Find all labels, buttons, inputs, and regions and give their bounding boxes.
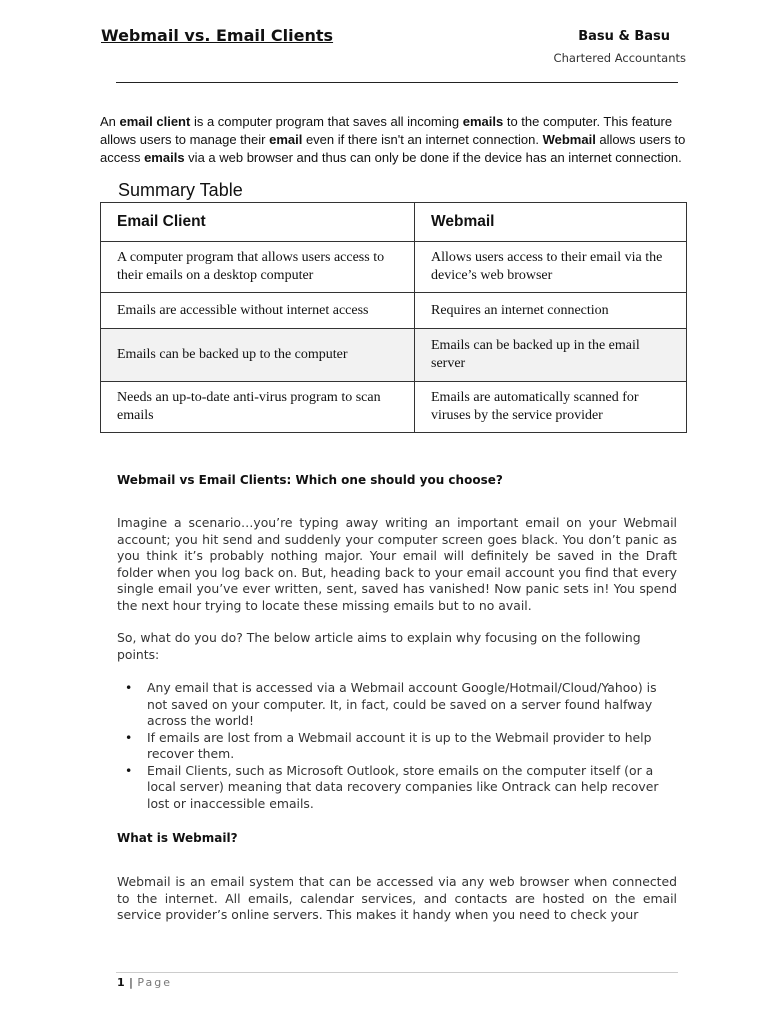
header-divider <box>116 82 678 83</box>
firm-subtitle: Chartered Accountants <box>553 51 686 65</box>
table-cell: Emails are accessible without internet access <box>101 293 415 329</box>
footer-separator: | <box>129 976 134 989</box>
summary-table <box>100 202 687 433</box>
list-item: • Email Clients, such as Microsoft Outlook, store emails on the computer itself (or a local server) meaning that data recovery companies like Ontrack can help recover lost or inaccessible emails. <box>117 763 677 813</box>
section-heading-which-one: Webmail vs Email Clients: Which one should you choose? <box>117 473 503 487</box>
table-cell: A computer program that allows users access to their emails on a desktop computer <box>101 242 415 293</box>
table-cell: Emails can be backed up to the computer <box>101 329 415 382</box>
table-cell: Requires an internet connection <box>415 293 687 329</box>
page-label: Page <box>137 976 173 989</box>
document-title: Webmail vs. Email Clients <box>101 26 334 45</box>
webmail-definition-paragraph: Webmail is an email system that can be accessed via any web browser when connected to the internet. All emails, calendar services, and contacts are hosted on the email service provider’s online servers. This makes it handy when you need to check your <box>117 874 677 922</box>
firm-name: Basu & Basu <box>578 29 670 44</box>
key-points-list <box>117 680 677 812</box>
page-number: 1 <box>117 976 126 989</box>
table-cell: Allows users access to their email via the device’s web browser <box>415 242 687 293</box>
table-cell: Emails are automatically scanned for viruses by the service provider <box>415 382 687 433</box>
column-header-webmail: Webmail <box>415 203 687 242</box>
table-cell: Needs an up-to-date anti-virus program to scan emails <box>101 382 415 433</box>
footer-divider <box>116 972 678 973</box>
table-row <box>101 382 687 433</box>
article-aim-paragraph: So, what do you do? The below article aims to explain why focusing on the following points: <box>117 630 641 662</box>
table-row <box>101 293 687 329</box>
intro-paragraph: An email client is a computer program that saves all incoming emails to the computer. This feature allows users to manage their email even if there isn't an internet connection. Webmail allows users to access emails via a web browser and thus can only be done if the device has an internet connection. <box>100 114 686 165</box>
list-item: • Any email that is accessed via a Webmail account Google/Hotmail/Cloud/Yahoo) is not saved on your computer. It, in fact, could be saved on a server found halfway across the world! <box>117 680 677 730</box>
section-heading-what-is-webmail: What is Webmail? <box>117 831 238 845</box>
summary-table-title: Summary Table <box>118 180 243 200</box>
page-footer <box>117 976 172 989</box>
table-cell: Emails can be backed up in the email server <box>415 329 687 382</box>
table-row <box>101 329 687 382</box>
table-header-row <box>101 203 687 242</box>
list-item: • If emails are lost from a Webmail account it is up to the Webmail provider to help recover them. <box>117 730 677 763</box>
table-row <box>101 242 687 293</box>
column-header-email-client: Email Client <box>101 203 415 242</box>
scenario-paragraph: Imagine a scenario…you’re typing away writing an important email on your Webmail account; you hit send and suddenly your computer screen goes black. You don’t panic as you think it’s probably nothing major. Your email will definitely be saved in the Draft folder when you log back on. But, heading back to your email account you find that every single email you’ve ever written, sent, saved has vanished! Now panic sets in! You spend the next hour trying to locate these missing emails but to no avail. <box>117 515 677 613</box>
